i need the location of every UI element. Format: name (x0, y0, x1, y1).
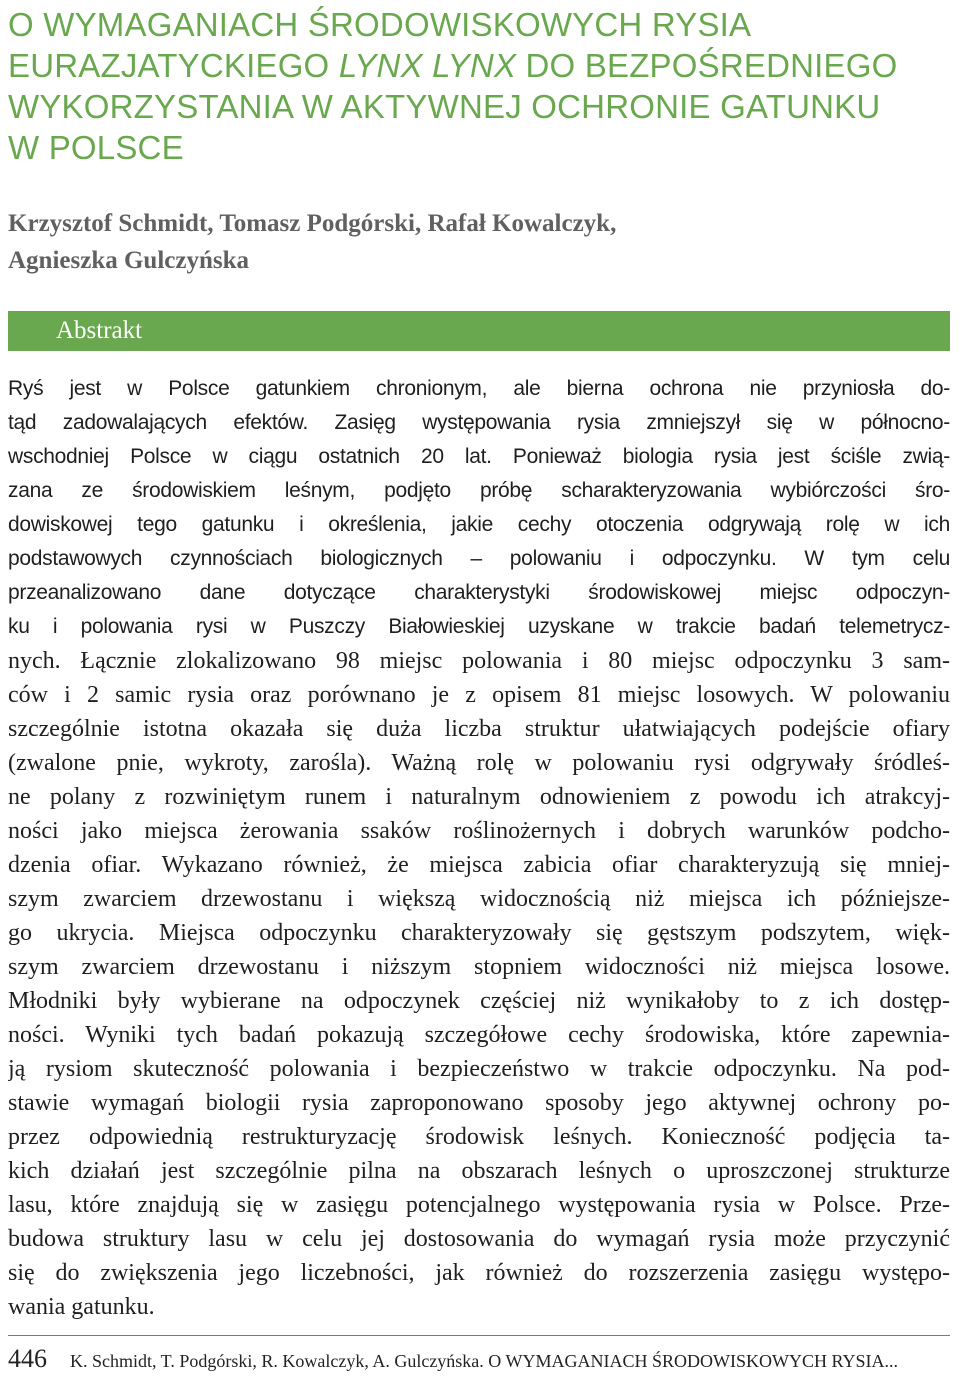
abstract-line: zana ze środowiskiem leśnym, podjęto próbę scharakteryzowania wybiórczości śro- (8, 479, 950, 502)
abstract-line: ności jako miejsca żerowania ssaków roślinożernych i dobrych warunków podcho- (8, 818, 950, 844)
abstract-line: lasu, które znajdują się w zasięgu potencjalnego występowania rysia w Polsce. Prze- (8, 1192, 950, 1218)
title-line-1: O WYMAGANIACH ŚRODOWISKOWYCH RYSIA (8, 6, 752, 43)
abstract-line: stawie wymagań biologii rysia zaproponowano sposoby jego aktywnej ochrony po- (8, 1090, 950, 1116)
title-line-4: W POLSCE (8, 129, 184, 166)
abstract-line: dowiskowej tego gatunku i określenia, jakie cechy otoczenia odgrywają rolę w ich (8, 513, 950, 536)
article-title (8, 4, 948, 168)
abstract-line: podstawowych czynnościach biologicznych – polowaniu i odpoczynku. W tym celu (8, 547, 950, 570)
title-line-2-start: EURAZJATYCKIEGO (8, 47, 339, 84)
abstract-heading: Abstrakt (56, 317, 143, 344)
authors-line-1: Krzysztof Schmidt, Tomasz Podgórski, Rafał Kowalczyk, (8, 210, 617, 237)
abstract-line: dzenia ofiar. Wykazano również, że miejsca zabicia ofiar charakteryzują się mniej- (8, 852, 950, 878)
abstract-line: Ryś jest w Polsce gatunkiem chronionym, ale bierna ochrona nie przyniosła do- (8, 377, 950, 400)
running-head: K. Schmidt, T. Podgórski, R. Kowalczyk, A. Gulczyńska. O WYMAGANIACH ŚRODOWISKOWYCH RYSIA... (70, 1351, 898, 1371)
abstract-line: kich działań jest szczególnie pilna na obszarach leśnych o uproszczonej strukturze (8, 1158, 950, 1184)
page-number: 446 (8, 1344, 47, 1373)
abstract-line: Młodniki były wybierane na odpoczynek częściej niż wynikałoby to z ich dostęp- (8, 988, 950, 1014)
abstract-line: ców i 2 samic rysia oraz porównano je z opisem 81 miejsc losowych. W polowaniu (8, 682, 950, 708)
title-line-2-end: DO BEZPOŚREDNIEGO (516, 47, 898, 84)
author-list (8, 205, 948, 279)
abstract-line: go ukrycia. Miejsca odpoczynku charakteryzowały się gęstszym podszytem, więk- (8, 920, 950, 946)
abstract-line: wania gatunku. (8, 1294, 155, 1320)
footer-divider (8, 1335, 950, 1336)
abstract-line: się do zwiększenia jego liczebności, jak również do rozszerzenia zasięgu występo- (8, 1260, 950, 1286)
abstract-body (8, 372, 950, 1324)
page-footer (8, 1346, 950, 1372)
abstract-line: ne polany z rozwiniętym runem i naturalnym odnowieniem z powodu ich atrakcyj- (8, 784, 950, 810)
abstract-line: przez odpowiednią restrukturyzację środowisk leśnych. Konieczność podjęcia ta- (8, 1124, 950, 1150)
abstract-line: budowa struktury lasu w celu jej dostosowania do wymagań rysia może przyczynić (8, 1226, 950, 1252)
abstract-line: tąd zadowalających efektów. Zasięg występowania rysia zmniejszył się w północno- (8, 411, 950, 434)
title-line-2 (8, 45, 948, 86)
abstract-line: (zwalone pnie, wykroty, zarośla). Ważną rolę w polowaniu rysi odgrywały śródleś- (8, 750, 950, 776)
title-line-3: WYKORZYSTANIA W AKTYWNEJ OCHRONIE GATUNKU (8, 88, 881, 125)
abstract-line: ku i polowania rysi w Puszczy Białowieskiej uzyskane w trakcie badań telemetrycz- (8, 615, 950, 638)
abstract-line: szym zwarciem drzewostanu i niższym stopniem widoczności niż miejsca losowe. (8, 954, 950, 980)
authors-line-2: Agnieszka Gulczyńska (8, 247, 250, 274)
abstract-line: przeanalizowano dane dotyczące charakterystyki środowiskowej miejsc odpoczyn- (8, 581, 950, 604)
abstract-heading-bar (8, 311, 950, 351)
abstract-line: szczególnie istotna okazała się duża liczba struktur ułatwiających podejście ofiary (8, 716, 950, 742)
abstract-line: szym zwarciem drzewostanu i większą widocznością niż miejsca ich późniejsze- (8, 886, 950, 912)
abstract-line: nych. Łącznie zlokalizowano 98 miejsc polowania i 80 miejsc odpoczynku 3 sam- (8, 648, 950, 674)
title-species-name: LYNX LYNX (338, 47, 517, 84)
abstract-line: ją rysiom skuteczność polowania i bezpieczeństwo w trakcie odpoczynku. Na pod- (8, 1056, 950, 1082)
abstract-line: wschodniej Polsce w ciągu ostatnich 20 lat. Ponieważ biologia rysia jest ściśle zwią- (8, 445, 950, 468)
abstract-line: ności. Wyniki tych badań pokazują szczegółowe cechy środowiska, które zapewnia- (8, 1022, 950, 1048)
